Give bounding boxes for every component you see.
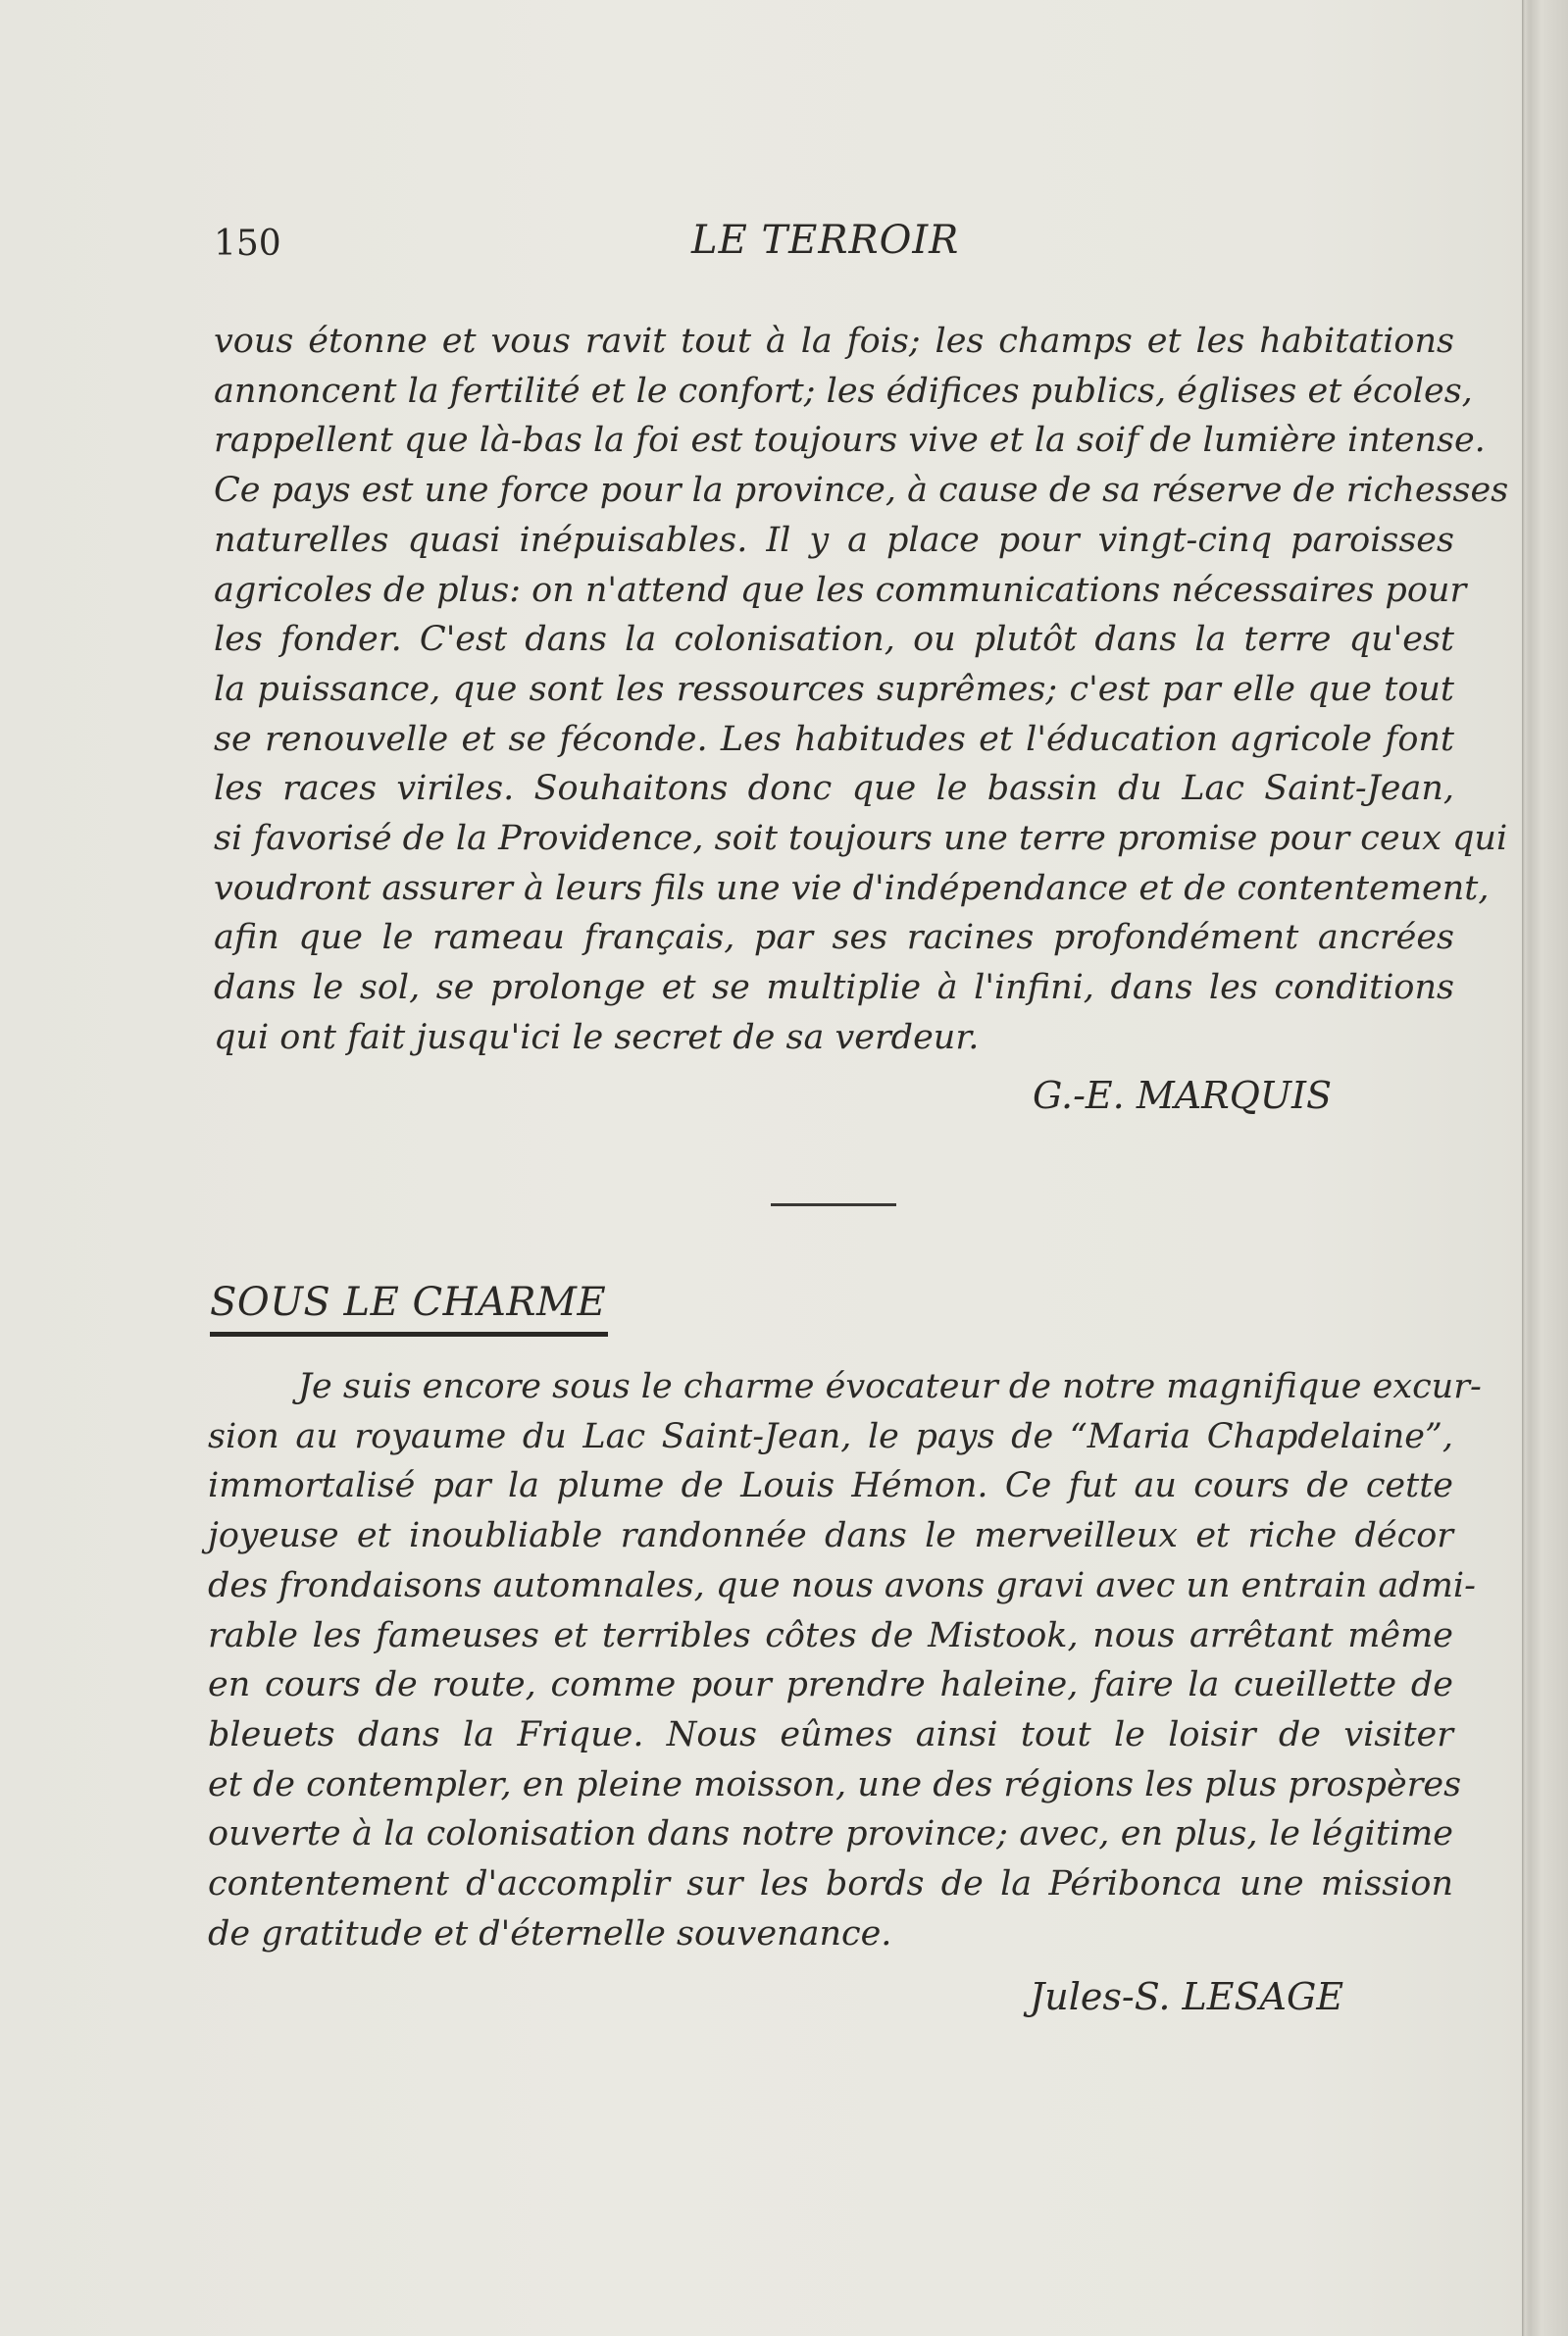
running-title: LE TERROIR <box>691 218 960 263</box>
text-line: la puissance, que sont les ressources suprêmes; c'est par elle que tout <box>214 669 1454 709</box>
page-header <box>214 218 1449 277</box>
signature-marquis: G.-E. MARQUIS <box>1033 1074 1333 1117</box>
text-line: dans le sol, se prolonge et se multiplie à l'infini, dans les conditions <box>214 968 1454 1008</box>
text-line: et de contempler, en pleine moisson, une des régions les plus prospères <box>208 1764 1462 1804</box>
text-line: ouverte à la colonisation dans notre province; avec, en plus, le légitime <box>208 1814 1453 1854</box>
text-line: rable les fameuses et terribles côtes de Mistook, nous arrêtant même <box>208 1615 1453 1655</box>
section-divider <box>771 1203 896 1206</box>
text-line: si favorisé de la Providence, soit toujours une terre promise pour ceux qui <box>214 819 1508 859</box>
text-line: rappellent que là-bas la foi est toujours vive et la soif de lumière intense. <box>214 421 1486 461</box>
text-line: sion au royaume du Lac Saint-Jean, le pays de “Maria Chapdelaine”, <box>208 1416 1453 1456</box>
text-line: Je suis encore sous le charme évocateur de notre magnifique excur- <box>298 1367 1482 1406</box>
text-line: les races viriles. Souhaitons donc que le bassin du Lac Saint-Jean, <box>214 769 1454 809</box>
text-line: vous étonne et vous ravit tout à la fois; les champs et les habitations <box>214 322 1454 361</box>
text-line: joyeuse et inoubliable randonnée dans le merveilleux et riche décor <box>208 1516 1453 1556</box>
text-line: qui ont fait jusqu'ici le secret de sa verdeur. <box>214 1017 980 1057</box>
section-title-sous-le-charme: SOUS LE CHARME <box>210 1280 607 1325</box>
page-number: 150 <box>214 224 281 264</box>
text-line: des frondaisons automnales, que nous avons gravi avec un entrain admi- <box>208 1565 1476 1605</box>
text-line: contentement d'accomplir sur les bords de la Péribonca une mission <box>208 1864 1453 1904</box>
text-line: se renouvelle et se féconde. Les habitudes et l'éducation agricole font <box>214 719 1454 759</box>
signature-lesage: Jules-S. LESAGE <box>1030 1975 1344 2018</box>
text-line: immortalisé par la plume de Louis Hémon. Ce fut au cours de cette <box>208 1466 1453 1506</box>
text-line: voudront assurer à leurs fils une vie d'indépendance et de contentement, <box>214 868 1490 908</box>
article-lesage-body <box>208 1362 1482 1958</box>
text-line: les fonder. C'est dans la colonisation, ou plutôt dans la terre qu'est <box>214 620 1454 660</box>
text-line: afin que le rameau français, par ses racines profondément ancrées <box>214 918 1454 958</box>
section-title-underline <box>210 1332 608 1337</box>
text-line: agricoles de plus: on n'attend que les communications nécessaires pour <box>214 570 1467 610</box>
text-line: de gratitude et d'éternelle souvenance. <box>208 1913 892 1954</box>
text-line: annoncent la fertilité et le confort; les édifices publics, églises et écoles, <box>214 371 1473 411</box>
text-line: bleuets dans la Frique. Nous eûmes ainsi tout le loisir de visiter <box>208 1714 1453 1754</box>
article-marquis-body <box>214 317 1509 1063</box>
text-line: Ce pays est une force pour la province, à cause de sa réserve de richesses <box>214 471 1509 511</box>
text-line: naturelles quasi inépuisables. Il y a place pour vingt-cinq paroisses <box>214 520 1454 560</box>
text-line: en cours de route, comme pour prendre haleine, faire la cueillette de <box>208 1665 1453 1705</box>
page-edge <box>1522 0 1568 2336</box>
